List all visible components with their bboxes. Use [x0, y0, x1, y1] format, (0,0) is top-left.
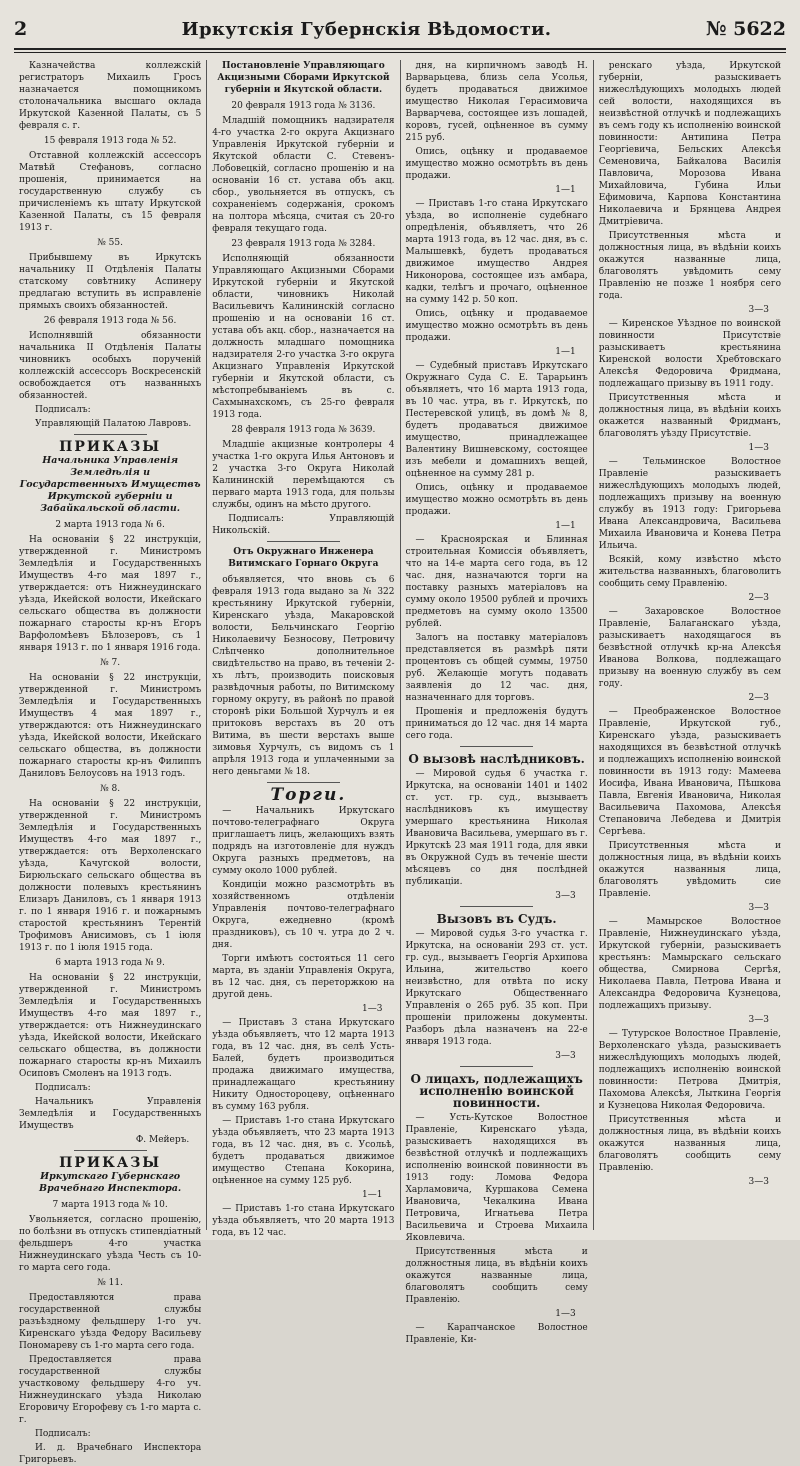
issue-number: № 5622 — [705, 18, 786, 40]
signature-name: И. д. Врачебнаго Инспектора Григорьевъ. — [19, 1443, 202, 1465]
divider — [74, 434, 147, 435]
section-heading: ПРИКАЗЫ — [59, 439, 162, 455]
insertion-mark: 1—1 — [555, 521, 576, 531]
paragraph: — Мамырское Волостное Правленіе, Нижнеудинскаго уѣзда, Иркутской губерніи, разыскиваетъ крестьянъ: Мамырскаго сельскаго общества, Смирнова Сергѣя, Николаева Павла, Петрова Ивана и Александра Федоровича Кузнецова, подлежащихъ призыву. — [598, 917, 781, 1011]
paragraph: Прибывшему въ Иркутскъ начальнику II Отдѣленія Палаты статскому совѣтнику Аспинеру предлагаю вступить въ исправленіе прямыхъ своихъ обязанностей. — [19, 253, 202, 311]
paragraph: — Судебный приставъ Иркутскаго Окружнаго Суда С. Е. Тарарьинъ объявляетъ, что 16 марта 1913 года, въ 10 час. утра, въ г. Иркутскѣ, по Пестеревской улицѣ, въ домѣ № 8, будетъ продаваться движимое имущество, принадлежащее Валентину Вишневскому, состоящее изъ мебели и домашнихъ вещей, оцѣненное на сумму 281 р. — [405, 361, 588, 479]
columns — [14, 60, 786, 1465]
paragraph: Увольняется, согласно прошенію, по болѣзни въ отпускъ стипендіатный фельдшеръ 4-го участка Нижнеудинскаго уѣзда Честь съ 10-го марта сего года. — [19, 1215, 202, 1273]
paragraph: объявляется, что вновь съ 6 февраля 1913 года выдано за № 322 крестьянину Иркутской губерніи, Киренскаго уѣзда, Макаровской волости, Бельчинскаго Георгію Николаевичу Безносову, Петровичу Слѣпченко дополнительное свидѣтельство на право, въ теченіи 2-хъ лѣтъ, производить поисковыя развѣдочныя работы, по Витимскому горному округу, въ районѣ по правой сторонѣ ріки Большой Хурчулъ и ея притоковъ верстахъ въ 20 отъ Витима, въ шести верстахъ выше зимовья Хурчулъ, съ видомъ съ 1 апрѣля 1913 года и уплаченными за него деньгами № 18. — [212, 575, 395, 777]
paragraph: Опись, оцѣнку и продаваемое имущество можно осмотрѣть въ день продажи. — [405, 147, 588, 181]
paragraph: Младшій помощникъ надзирателя 4-го участка 2-го округа Акцизнаго Управленія Иркутской губерніи и Якутской области С. Стевенъ-Лобовецкій, согласно прошенію и на основаніи 16 ст. устава объ акц. сбор., увольняется въ отпускъ, съ сохраненіемъ содержанія, срокомъ на полтора мѣсяца, считая съ 20-го февраля текущаго года. — [212, 116, 395, 234]
paragraph: Младшіе акцизные контролеры 4 участка 1-го округа Илья Антоновъ и 2 участка 3-го Округа Николай Калининскій перемѣщаются съ перваго марта 1913 года, для пользы службы, одинъ на мѣсто другого. — [212, 440, 395, 510]
paragraph: — Захаровское Волостное Правленіе, Балаганскаго уѣзда, разыскиваетъ находящагося въ безвѣстной отлучкѣ кр-на Алексѣя Иванова Волкова, подлежащаго призыву на военную службу въ сем году. — [598, 607, 781, 689]
paragraph: Исполняющій обязанности Управляющаго Акцизными Сборами Иркутской губерніи и Якутской области, чиновникъ Николай Васильевичъ Калининскій согласно прошенію и на основаніи 16 ст. устава объ акц. сбор., назначается на должность младшаго помощника надзирателя 2-го участка 3-го округа Акцизнаго Управленія Иркутской губерніи и Якутской области, съ мѣстопребываніемъ въ с. Сахмынахскомъ, съ 25-го февраля 1913 года. — [212, 254, 395, 420]
paragraph: — Приставъ 1-го стана Иркутскаго уѣзда объявляетъ, что 23 марта 1913 года, въ 12 час. дня, въ с. Усольѣ, будетъ продаваться движимое имущество Степана Кокорина, оцѣненное на сумму 125 руб. — [212, 1116, 395, 1186]
paragraph: Казначейства коллежскій регистраторъ Михаилъ Гросъ назначается помощникомъ столоначальника высшаго оклада Иркутской Казенной Палаты, съ 5 февраля с. г. — [19, 61, 202, 131]
paragraph: — Преображенское Волостное Правленіе, Иркутской губ., Киренскаго уѣзда, разыскиваетъ находящихся въ безвѣстной отлучкѣ и подлежащихъ исполненію воинской повинности въ 1913 году: Мамеева Иосифа, Ивана Ивановича, Пѣшкова Павла, Евгенія Ивановича, Николая Васильевича Пахомова, Алексѣя Степановича Лебедева и Дмитрія Сергѣева. — [598, 707, 781, 837]
paragraph: Всякій, кому извѣстно мѣсто жительства названныхъ, благоволитъ сообщить сему Правленію. — [598, 555, 781, 589]
order-date: 20 февраля 1913 года № 3136. — [231, 101, 376, 111]
masthead-rule-thin — [14, 52, 786, 53]
paragraph: — Тельминское Волостное Правленіе разыскиваетъ нижеслѣдующихъ молодыхъ людей, подлежащихъ призыву на военную службу въ 1913 году: Григорьева Ивана Александровича, Васильева Михаила Ивановича и Конева Петра Ильича. — [598, 457, 781, 551]
signature-label: Подписалъ: — [35, 405, 91, 415]
paragraph: — Приставъ 3 стана Иркутскаго уѣзда объявляетъ, что 12 марта 1913 года, въ 12 час. дня, въ селѣ Усть-Балей, будетъ производиться продажа движимаго имущества, принадлежащаго крестьянину Никиту Одностороцеву, оцѣненнаго въ сумму 163 рубля. — [212, 1018, 395, 1112]
paragraph: — Мировой судья 6 участка г. Иркутска, на основаніи 1401 и 1402 ст. уст. гр. суд., вызываетъ наслѣдниковъ къ имуществу умершаго крестьянина Николая Ивановича Васильева, умершаго въ г. Иркутскѣ 23 мая 1911 года, для явки въ Окружной Судъ въ теченіе шести мѣсяцевъ со дня послѣдней публикаціи. — [405, 769, 588, 887]
paragraph: Опись, оцѣнку и продаваемое имущество можно осмотрѣть въ день продажи. — [405, 309, 588, 343]
insertion-mark: 3—3 — [555, 891, 576, 901]
section-heading: Торги. — [270, 785, 347, 805]
divider — [460, 746, 533, 747]
paragraph: Присутственныя мѣста и должностныя лица, въ вѣдѣніи коихъ окажутся названные лица, благоволятъ увѣдомить сему Правленію не позже 1 ноября сего года. — [598, 231, 781, 301]
order-date: 26 февраля 1913 года № 56. — [43, 316, 177, 326]
paragraph: Присутственныя мѣста и должностныя лица, въ вѣдѣніи коихъ окажется названный Фридманъ, благоволятъ уѣзду Присутствіе. — [598, 393, 781, 439]
column-3 — [401, 60, 594, 1345]
paragraph: На основаніи § 22 инструкціи, утвержденной г. Министромъ Земледѣлія и Государственныхъ Имуществъ 4-го мая 1897 г., утверждается: отъ Нижнеудинскаго уѣзда, Икейской волости, Икейскаго сельскаго общества, въ должности пожарнаго старосты кр-нъ Михаилъ Осиповъ Смоленъ на 1913 годъ. — [19, 973, 202, 1079]
order-number: № 11. — [97, 1278, 123, 1288]
insertion-mark: 1—3 — [555, 1309, 576, 1319]
paragraph: На основаніи § 22 инструкціи, утвержденной г. Министромъ Земледѣлія и Государственныхъ Имуществъ 4-го мая 1897 г., утверждается: отъ Верхоленскаго уѣзда, Качугской волости, Бирюльскаго сельскаго общества въ должности полевыхъ крестьянинъ Елизаръ Даниловъ, съ 1 января 1913 г. по 1 января 1916 г. и пожарнымъ старостой крестьянинъ Терентій Трофимовъ Анисимовъ, съ 1 іюля 1913 г. по 1 іюля 1915 года. — [19, 799, 202, 953]
paragraph: — Киренское Уѣздное по воинской повинности Присутствіе разыскиваетъ крестьянина Киренской волости Хребтовскаго Алексѣя Федоровича Фридмана, подлежащаго призыву въ 1911 году. — [598, 319, 781, 389]
masthead-rule — [14, 48, 786, 50]
signature-title: Начальникъ Управленія Земледѣлія и Государственныхъ Имуществъ — [19, 1097, 202, 1131]
paragraph: Залогъ на поставку матеріаловъ представляется въ размѣрѣ пяти процентовъ съ общей суммы, 19750 руб. Желающіе могутъ подавать заявленія до 12 час. дня, назначеннаго для торговъ. — [405, 633, 588, 703]
paragraph: На основаніи § 22 инструкціи, утвержденной г. Министромъ Земледѣлія и Государственныхъ Имуществъ 4-го мая 1897 г., утверждается: отъ Нижнеудинскаго уѣзда, Икейской волости, Икейскаго сельскаго общества въ должности пожарнаго старосты кр-нъ Егоръ Варфоломѣевъ Бѣлозеровъ, съ 1 января 1913 г. по 1 января 1916 года. — [19, 535, 202, 653]
paragraph: дня, на кирпичномъ заводѣ Н. Варварьцева, близь села Усолья, будетъ продаваться движимое имущество Николая Герасимовича Варварчева, состоящее изъ лошадей, коровъ, гусей, оцѣненное въ сумму 215 руб. — [405, 61, 588, 143]
article-heading: Постановленіе Управляющаго Акцизными Сборами Иркутской губерніи и Якутской области. — [217, 61, 390, 95]
paragraph: — Приставъ 1-го стана Иркутскаго уѣзда объявляетъ, что 20 марта 1913 года, въ 12 час. — [212, 1204, 395, 1238]
order-number: № 7. — [100, 658, 121, 668]
divider — [460, 1066, 533, 1067]
masthead — [14, 14, 786, 44]
signature-label: Подписалъ: — [35, 1083, 91, 1093]
paragraph: Прошенія и предложенія будутъ приниматься до 12 час. дня 14 марта сего года. — [405, 707, 588, 741]
newspaper-title: Иркутскія Губернскія Вѣдомости. — [181, 18, 552, 40]
section-subheading: Иркутскаго Губернскаго Врачебнаго Инспектора. — [39, 1171, 182, 1194]
paragraph: Кондиціи можно разсмотрѣть въ хозяйственномъ отдѣленіи Управленія почтово-телеграфнаго Округа, ежедневно (кромѣ праздниковъ), съ 10 ч. утра до 2 ч. дня. — [212, 880, 395, 950]
paragraph: Предоставляются права государственной службы разъѣздному фельдшеру 1-го уч. Киренскаго уѣзда Федору Васильеву Пономареву съ 1-го марта сего года. — [19, 1293, 202, 1351]
order-date: 7 марта 1913 года № 10. — [52, 1200, 168, 1210]
paragraph: — Карапчанское Волостное Правленіе, Ки- — [405, 1323, 588, 1345]
order-date: 23 февраля 1913 года № 3284. — [231, 239, 376, 249]
section-heading: О лицахъ, подлежащихъ исполненію воинской повинности. — [410, 1072, 583, 1110]
column-4 — [594, 60, 786, 1230]
signature-name: Управляющій Палатою Лавровъ. — [35, 419, 192, 429]
column-1 — [14, 60, 207, 1465]
paragraph: — Усть-Кутское Волостное Правленіе, Киренскаго уѣзда, разыскиваетъ находящихся въ безвѣстной отлучкѣ и подлежащихъ исполненію воинской повинности въ 1913 году: Ломова Федора Харламовича, Куршакова Семена Ивановича, Чекалкина Ивана Петровича, Игнатьева Петра Васильевича и Строева Михаила Яковлевича. — [405, 1113, 588, 1243]
paragraph: Предоставляется права государственной службы участковому фельдшеру 4-го уч. Нижнеудинскаго уѣзда Николаю Егоровичу Егорофеву съ 1-го марта с. г. — [19, 1355, 202, 1425]
divider — [267, 782, 340, 783]
paragraph: Торги имѣютъ состояться 11 сего марта, въ зданіи Управленія Округа, въ 12 час. дня, съ переторжкою на другой день. — [212, 954, 395, 1000]
order-date: 6 марта 1913 года № 9. — [55, 958, 165, 968]
paragraph: — Тутурское Волостное Правленіе, Верхоленскаго уѣзда, разыскиваетъ нижеслѣдующихъ молодыхъ людей, подлежащихъ исполненію воинской повинности: Петрова Дмитрія, Пахомова Алексѣя, Лыткина Георгія и Кузнецова Николая Федоровича. — [598, 1029, 781, 1111]
order-date: 2 марта 1913 года № 6. — [55, 520, 165, 530]
paragraph: — Мировой судья 3-го участка г. Иркутска, на основаніи 293 ст. уст. гр. суд., вызываетъ Георгія Архипова Ильина, жительство коего неизвѣстно, для отвѣта по иску Иркутскаго Общественнаго Управленія о 265 руб. 35 коп. При прошеніи приложены документы. Разборъ дѣла назначенъ на 22-е января 1913 года. — [405, 929, 588, 1047]
order-number: № 55. — [97, 238, 123, 248]
section-heading: Вызовъ въ Судъ. — [436, 912, 557, 926]
paragraph: Присутственныя мѣста и должностныя лица, въ вѣдѣніи коихъ окажутся названные лица, благоволятъ сообщить сему Правленію. — [405, 1247, 588, 1305]
order-number: № 8. — [100, 784, 121, 794]
insertion-mark: 2—3 — [748, 693, 769, 703]
paragraph: Опись, оцѣнку и продаваемое имущество можно осмотрѣть въ день продажи. — [405, 483, 588, 517]
insertion-mark: 3—3 — [748, 1177, 769, 1187]
column-2 — [207, 60, 400, 1238]
paragraph: — Приставъ 1-го стана Иркутскаго уѣзда, во исполненіе судебнаго опредѣленія, объявляетъ, что 26 марта 1913 года, въ 12 час. дня, въ с. Малышевкѣ, будетъ продаваться движимое имущество Андрея Никонорова, состоящее изъ амбара, кадки, телѣгъ и прочаго, оцѣненное на сумму 142 р. 50 коп. — [405, 199, 588, 305]
paragraph: Исполнявшій обязанности начальника II Отдѣленія Палаты чиновникъ особыхъ порученій коллежскій ассессоръ Воскресенскій освобождается отъ названныхъ обязанностей. — [19, 331, 202, 401]
divider — [74, 1150, 147, 1151]
insertion-mark: 1—1 — [555, 185, 576, 195]
article-heading: Отъ Окружнаго Инженера Витимскаго Горнаго Округа — [228, 547, 379, 569]
section-subheading: Начальника Управленія Земледѣлія и Государственныхъ Имуществъ Иркутской губерніи и Забайкальской области. — [19, 455, 201, 514]
section-heading: О вызовѣ наслѣдниковъ. — [408, 752, 585, 766]
paragraph: — Начальникъ Иркутскаго почтово-телеграфнаго Округа приглашаетъ лицъ, желающихъ взять подрядъ на изготовленіе для нуждъ Округа разныхъ предметовъ, на сумму около 1000 рублей. — [212, 806, 395, 876]
order-date: 28 февраля 1913 года № 3639. — [231, 425, 376, 435]
insertion-mark: 2—3 — [748, 593, 769, 603]
paragraph: Присутственныя мѣста и должностныя лица, въ вѣдѣніи коихъ окажутся названныя лица, благоволятъ сообщить сему Правленію. — [598, 1115, 781, 1173]
paragraph: Отставной коллежскій ассессоръ Матвѣй Стефановъ, согласно прошенія, принимается на государственную службу съ причисленіемъ къ штату Иркутской Казенной Палаты, съ 15 февраля 1913 г. — [19, 151, 202, 233]
insertion-mark: 3—3 — [555, 1051, 576, 1061]
insertion-mark: 3—3 — [748, 305, 769, 315]
divider — [267, 541, 340, 542]
insertion-mark: 3—3 — [748, 903, 769, 913]
insertion-mark: 1—1 — [362, 1190, 383, 1200]
insertion-mark: 1—1 — [555, 347, 576, 357]
paragraph: На основаніи § 22 инструкціи, утвержденной г. Министромъ Земледѣлія и Государственныхъ Имуществъ 4 мая 1897 г., утверждаются: отъ Нижнеудинскаго уѣзда, Икейской волости, Икейскаго сельскаго общества, въ должности пожарнаго старосты кр-нъ Филиппъ Даниловъ Белоусовъ на 1913 годъ. — [19, 673, 202, 779]
divider — [460, 906, 533, 907]
signature-label: Подписалъ: — [35, 1429, 91, 1439]
insertion-mark: 1—3 — [362, 1004, 383, 1014]
section-heading: ПРИКАЗЫ — [59, 1155, 162, 1171]
page-number: 2 — [14, 18, 28, 40]
insertion-mark: 1—3 — [748, 443, 769, 453]
paragraph: Присутственныя мѣста и должностныя лица, въ вѣдѣніи коихъ окажутся названныя лица, благоволятъ увѣдомить сие Правленіе. — [598, 841, 781, 899]
signature-name: Подписалъ: Управляющій Никольскій. — [212, 514, 395, 536]
insertion-mark: 3—3 — [748, 1015, 769, 1025]
signature-name: Ф. Мейеръ. — [135, 1135, 190, 1145]
paragraph: ренскаго уѣзда, Иркутской губерніи, разыскиваетъ нижеслѣдующихъ молодыхъ людей сей волости, находящихся въ неизвѣстной отлучкѣ и подлежащихъ въ семъ году къ исполненію воинской повинности: Антипина Петра Георгіевича, Бельских Алексѣя Семеновича, Байкалова Василія Павловича, Морозова Ивана Михайловича, Губина Ильи Ефимовича, Карпова Константина Николаевича и Брянцева Андрея Дмитріевича. — [598, 61, 781, 227]
order-date: 15 февраля 1913 года № 52. — [43, 136, 177, 146]
paragraph: — Красноярская и Блинная строительная Комиссія объявляетъ, что на 14-е марта сего года, въ 12 час. дня, назначаются торги на поставку разныхъ матеріаловъ на сумму около 19500 рублей и прочихъ предметовъ на сумму около 13500 рублей. — [405, 535, 588, 629]
